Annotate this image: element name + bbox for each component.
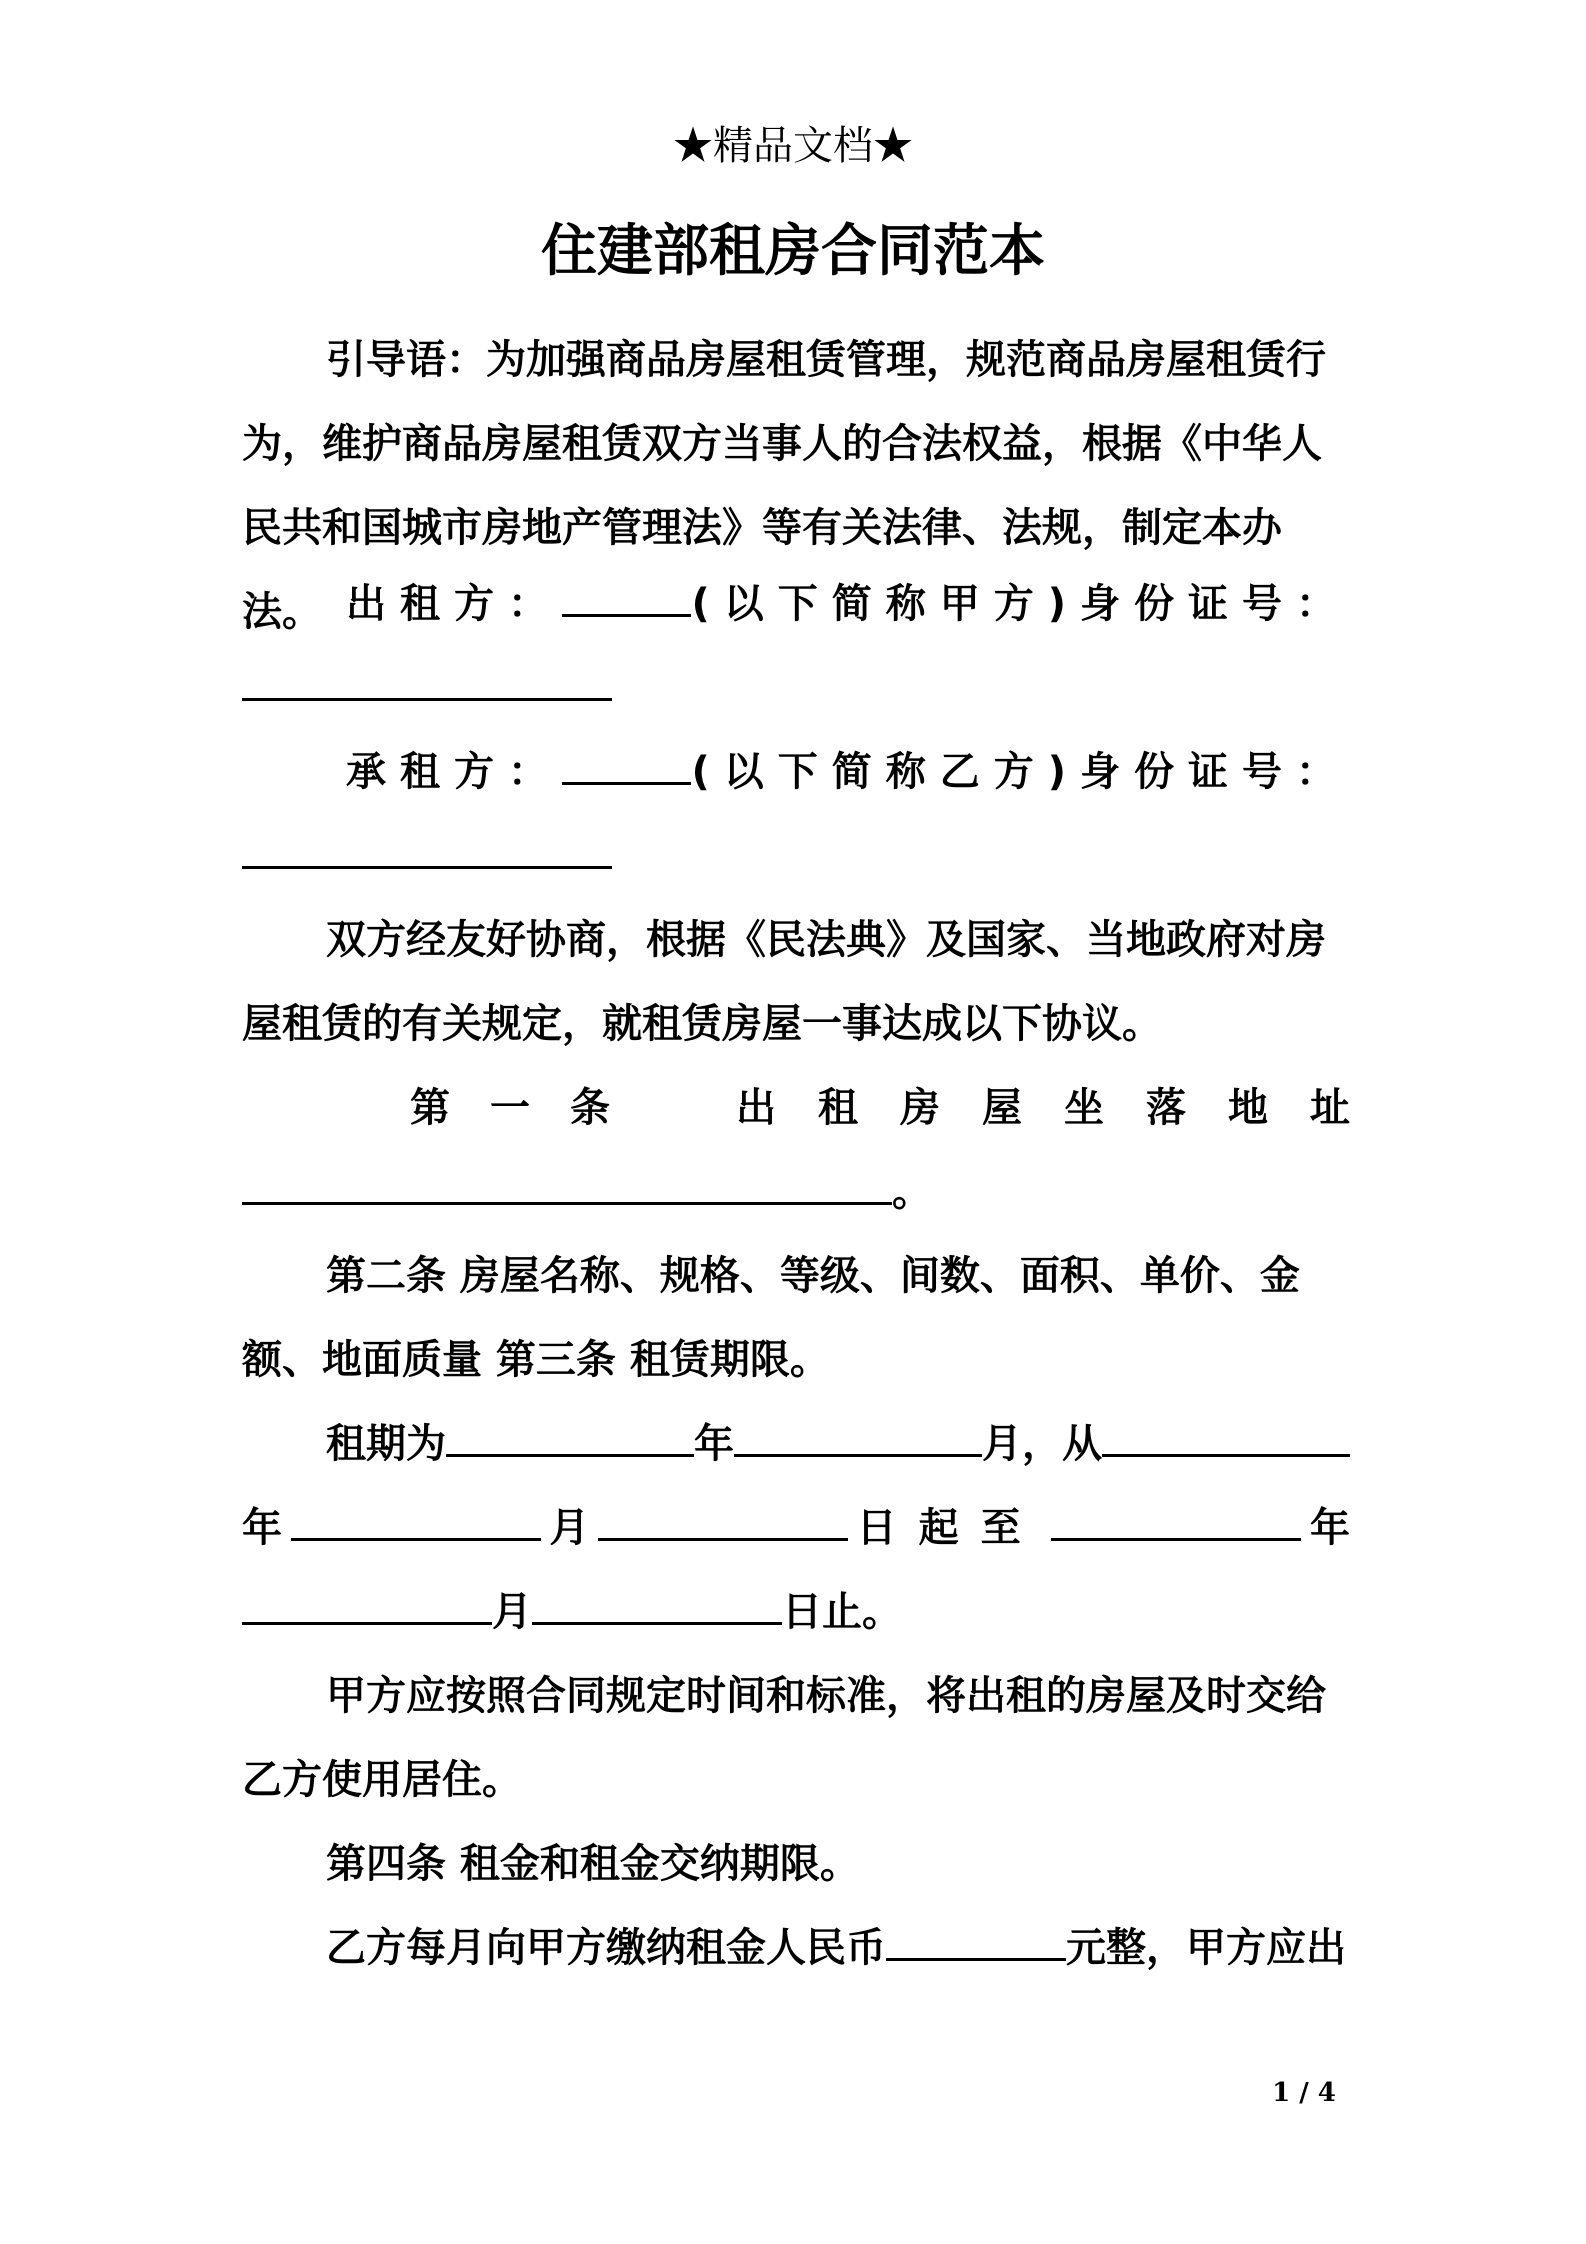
rent-prefix: 乙方每月向甲方缴纳租金人民币 [326, 1925, 886, 1971]
article1-address-line [242, 1150, 1350, 1234]
lessee-line [242, 730, 1350, 814]
rent-amount-blank [886, 1908, 1066, 1961]
article1-title: 出租房屋坐落地址 [736, 1085, 1392, 1131]
end-day-blank [532, 1572, 782, 1625]
document-header: ★精品文档★ [673, 123, 913, 169]
page-number: 1 / 4 [1272, 2078, 1336, 2108]
start-month-word: 月 [549, 1505, 590, 1551]
lessee-id-label: 身份证号： [1080, 749, 1350, 795]
lessee-id-line [242, 814, 1350, 898]
article1-prefix: 第一条 [410, 1085, 650, 1131]
lease-months-blank [734, 1404, 982, 1457]
lease-month-from: 月，从 [982, 1421, 1102, 1467]
delivery-paragraph: 甲方应按照合同规定时间和标准，将出租的房屋及时交给乙方使用居住。 [242, 1673, 1326, 1803]
article1-line [242, 1066, 1392, 1150]
lease-year-word: 年 [694, 1421, 734, 1467]
end-month-word: 月 [492, 1589, 532, 1635]
start-month-blank [291, 1488, 541, 1541]
agreement-paragraph: 双方经友好协商，根据《民法典》及国家、当地政府对房屋租赁的有关规定，就租赁房屋一事达成以下协议。 [242, 917, 1326, 1047]
lessor-id-line [242, 646, 1350, 730]
page-title: 住建部租房合同范本 [541, 219, 1045, 284]
lessee-abbr: (以下简称乙方) [691, 749, 1080, 795]
article2-paragraph: 第二条 房屋名称、规格、等级、间数、面积、单价、金额、地面质量 第三条 租赁期限。 [242, 1253, 1300, 1383]
lessee-label: 承租方： [346, 749, 562, 795]
lease-term-line-2 [242, 1486, 1350, 1570]
article1-end: 。 [892, 1169, 932, 1215]
lease-term-line-1 [242, 1402, 1350, 1486]
end-year-word: 年 [1309, 1505, 1350, 1551]
day-end-word: 日止。 [782, 1589, 902, 1635]
end-month-blank [242, 1572, 492, 1625]
lessee-id-blank [242, 816, 612, 869]
lease-start-word: 租期为 [326, 1421, 446, 1467]
lessor-name-blank [562, 564, 691, 617]
rent-line [242, 1906, 1350, 1990]
lessor-label: 出租方： [346, 581, 562, 627]
lessee-name-blank [562, 732, 691, 785]
article4-paragraph: 第四条 租金和租金交纳期限。 [326, 1841, 860, 1887]
lessor-id-label: 身份证号： [1080, 581, 1350, 627]
start-day-blank [598, 1488, 848, 1541]
end-year-blank [1051, 1488, 1301, 1541]
address-blank [242, 1152, 892, 1205]
lease-years-blank [446, 1404, 694, 1457]
lessor-id-blank [242, 648, 612, 701]
lessor-abbr: (以下简称甲方) [691, 581, 1080, 627]
start-year-word: 年 [242, 1505, 282, 1551]
intro-paragraph: 引导语：为加强商品房屋租赁管理，规范商品房屋租赁行为，维护商品房屋租赁双方当事人的合法权益，根据《中华人民共和国城市房地产管理法》等有关法律、法规，制定本办法。 [242, 337, 1326, 635]
rent-suffix: 元整，甲方应出 [1066, 1925, 1346, 1971]
start-year-blank [1102, 1404, 1350, 1457]
day-to-word: 日起至 [856, 1505, 1043, 1551]
lease-term-line-3 [242, 1570, 1350, 1654]
lessor-line [242, 562, 1350, 646]
